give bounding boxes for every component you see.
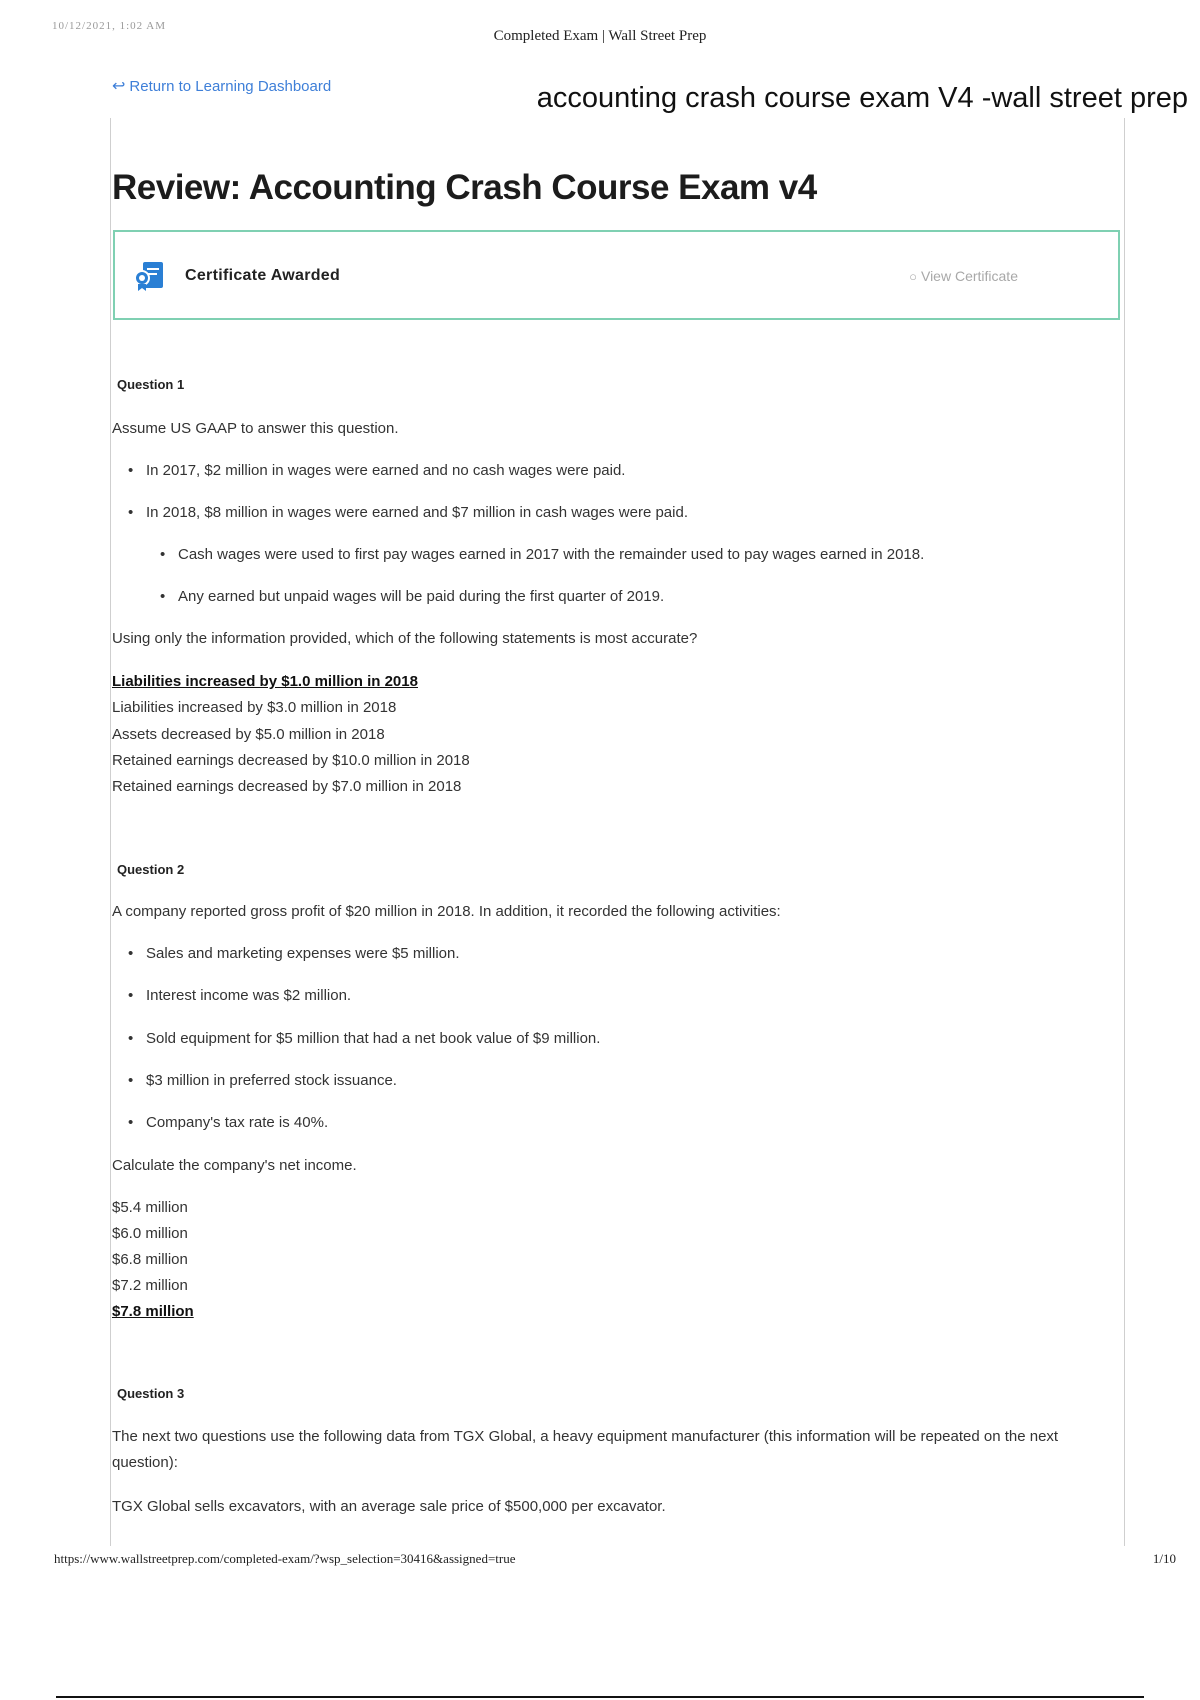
award-icon: ○ (909, 268, 917, 284)
answer-option-correct: $7.8 million (112, 1303, 194, 1320)
certificate-banner (113, 230, 1120, 320)
view-certificate-label: View Certificate (920, 268, 1018, 284)
print-footer-page-number: 1/10 (1152, 1551, 1176, 1566)
question-heading: Question 2 (117, 862, 185, 877)
list-item: • Any earned but unpaid wages will be paid during the first quarter of 2019. (178, 588, 664, 605)
print-header-title: Completed Exam | Wall Street Prep (493, 28, 707, 44)
answer-option: Retained earnings decreased by $7.0 million in 2018 (112, 778, 462, 795)
question-detail: TGX Global sells excavators, with an average sale price of $500,000 per excavator. (112, 1498, 666, 1515)
view-certificate-link[interactable] (909, 268, 1018, 284)
return-arrow-icon: ↩ (112, 78, 126, 95)
print-footer-url: https://www.wallstreetprep.com/completed-exam/?wsp_selection=30416&assigned=true (54, 1551, 516, 1566)
answer-option: $5.4 million (112, 1199, 188, 1216)
list-item: • Sales and marketing expenses were $5 million. (146, 945, 460, 962)
return-to-dashboard-link[interactable] (112, 76, 331, 96)
answer-option: $6.0 million (112, 1225, 188, 1242)
question-heading: Question 1 (117, 377, 185, 392)
question-intro: A company reported gross profit of $20 million in 2018. In addition, it recorded the following activities: (112, 903, 781, 920)
question-prompt: Calculate the company's net income. (112, 1157, 357, 1174)
list-item: • $3 million in preferred stock issuance. (146, 1072, 397, 1089)
answer-option: $7.2 million (112, 1277, 188, 1294)
question-heading: Question 3 (117, 1386, 185, 1401)
question-intro: The next two questions use the following data from TGX Global, a heavy equipment manufacturer (this information will be repeated on the next question): (112, 1428, 1059, 1471)
answer-option-correct: Liabilities increased by $1.0 million in 2018 (112, 673, 418, 690)
question-prompt: Using only the information provided, which of the following statements is most accurate? (112, 630, 698, 647)
return-link-label: Return to Learning Dashboard (129, 77, 332, 95)
certificate-label: Certificate Awarded (185, 267, 341, 284)
answer-option: Assets decreased by $5.0 million in 2018 (112, 726, 385, 743)
list-item: • In 2018, $8 million in wages were earned and $7 million in cash wages were paid. (146, 504, 688, 521)
answer-option: Liabilities increased by $3.0 million in 2018 (112, 699, 397, 716)
print-date: 10/12/2021, 1:02 AM (52, 20, 167, 32)
list-item: • Company's tax rate is 40%. (146, 1114, 328, 1131)
list-item: • Interest income was $2 million. (146, 987, 351, 1004)
list-item: • In 2017, $2 million in wages were earned and no cash wages were paid. (146, 462, 625, 479)
certificate-icon (133, 260, 165, 292)
bottom-divider (56, 1696, 1144, 1698)
content-frame (110, 118, 1125, 1546)
answer-option: Retained earnings decreased by $10.0 million in 2018 (112, 752, 470, 769)
question-intro: Assume US GAAP to answer this question. (112, 420, 399, 437)
list-item: • Cash wages were used to first pay wages earned in 2017 with the remainder used to pay wages earned in 2018. (178, 546, 924, 563)
document-label: accounting crash course exam V4 -wall street prep (536, 82, 1188, 114)
page-title: Review: Accounting Crash Course Exam v4 (112, 168, 817, 207)
list-item: • Sold equipment for $5 million that had a net book value of $9 million. (146, 1030, 600, 1047)
answer-option: $6.8 million (112, 1251, 188, 1268)
